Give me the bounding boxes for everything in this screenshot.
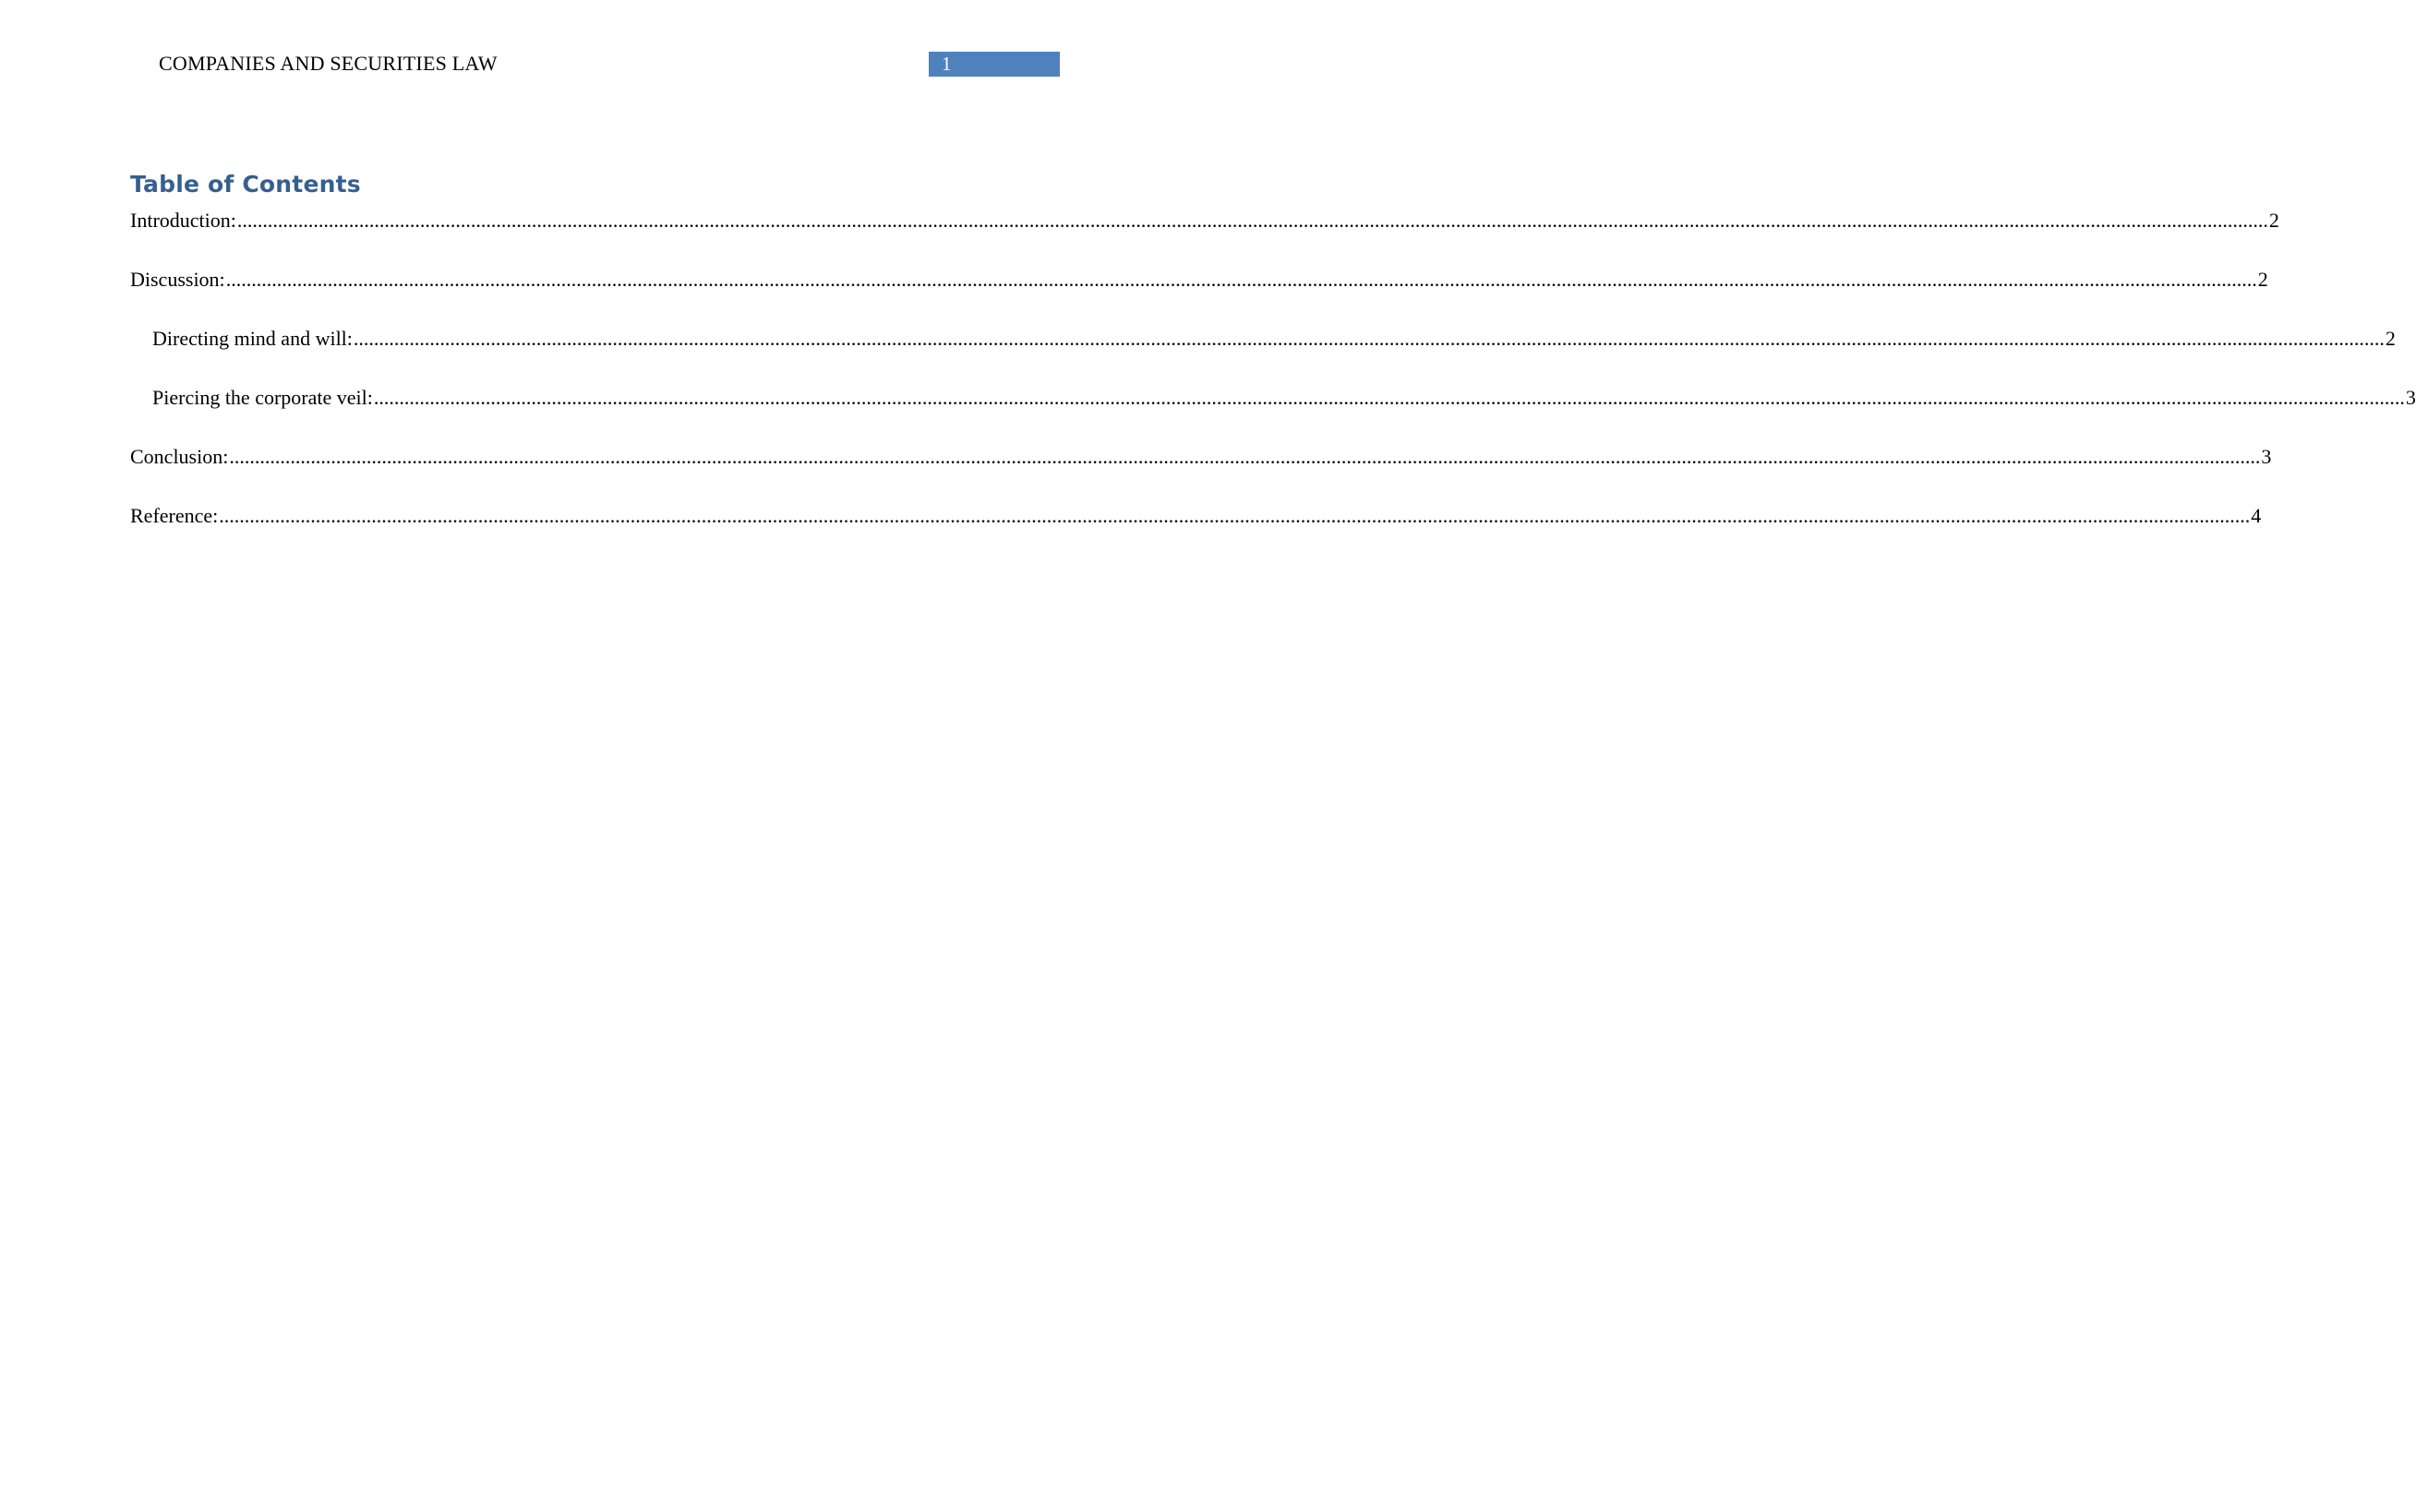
toc-entry-page: 2 xyxy=(2257,268,2268,291)
toc-dot-leader: ................................................................................................................................................................................................................................................................................................................................................................................................................ xyxy=(353,327,2385,350)
toc-dot-leader: ................................................................................................................................................................................................................................................................................................................................................................................................................ xyxy=(225,268,2257,291)
toc-entry-page: 4 xyxy=(2251,504,2262,527)
toc-entry-label: Discussion: xyxy=(130,268,225,291)
toc-dot-leader: ................................................................................................................................................................................................................................................................................................................................................................................................................ xyxy=(373,386,2405,409)
toc-entry-directing-mind-and-will[interactable] xyxy=(130,324,2396,353)
toc-entry-page: 2 xyxy=(2385,327,2396,350)
toc-entry-reference[interactable] xyxy=(130,501,2262,530)
toc-list xyxy=(130,206,2416,560)
toc-entry-label: Reference: xyxy=(130,504,219,527)
running-header-title: COMPANIES AND SECURITIES LAW xyxy=(159,52,498,75)
page-number-badge: 1 xyxy=(929,52,1060,77)
toc-dot-leader: ................................................................................................................................................................................................................................................................................................................................................................................................................ xyxy=(236,209,2268,232)
toc-entry-label: Conclusion: xyxy=(130,445,229,468)
toc-dot-leader: ................................................................................................................................................................................................................................................................................................................................................................................................................ xyxy=(219,504,2251,527)
toc-heading: Table of Contents xyxy=(130,171,361,198)
toc-entry-label: Directing mind and will: xyxy=(152,327,353,350)
toc-entry-label: Piercing the corporate veil: xyxy=(152,386,373,409)
toc-entry-page: 2 xyxy=(2268,209,2279,232)
toc-entry-piercing-the-corporate-veil[interactable] xyxy=(130,383,2416,412)
toc-entry-conclusion[interactable] xyxy=(130,442,2272,471)
toc-entry-introduction[interactable] xyxy=(130,206,2279,234)
toc-entry-label: Introduction: xyxy=(130,209,236,232)
toc-dot-leader: ................................................................................................................................................................................................................................................................................................................................................................................................................ xyxy=(229,445,2261,468)
toc-entry-page: 3 xyxy=(2261,445,2272,468)
toc-entry-page: 3 xyxy=(2405,386,2416,409)
toc-entry-discussion[interactable] xyxy=(130,265,2268,294)
